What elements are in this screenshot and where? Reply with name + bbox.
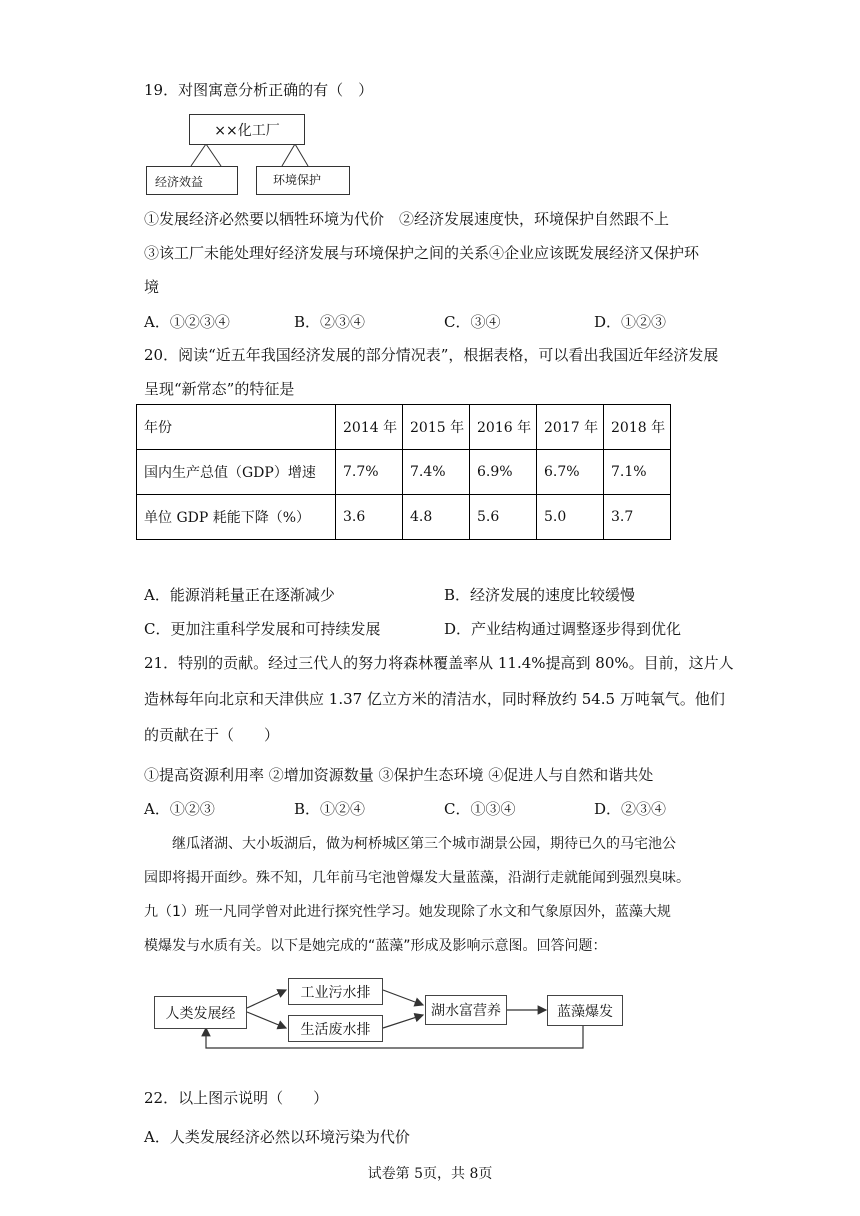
- table-cell: 7.4%: [403, 450, 470, 495]
- table-cell: 6.7%: [537, 450, 604, 495]
- table-header-row: [137, 405, 671, 450]
- table-header-cell: 年份: [137, 405, 336, 450]
- q19-choice-c[interactable]: C．③④: [444, 313, 501, 331]
- flow-domestic-wastewater: [288, 1015, 383, 1042]
- q19-option-line: ①发展经济必然要以牺牲环境为代价 ②经济发展速度快，环境保护自然跟不上: [144, 210, 670, 228]
- passage-line: 模爆发与水质有关。以下是她完成的“蓝藻”形成及影响示意图。回答问题：: [144, 938, 607, 954]
- table-header-cell: 2018 年: [604, 405, 671, 450]
- q20-choice-c[interactable]: C．更加注重科学发展和可持续发展: [144, 620, 381, 638]
- table-row: [137, 450, 671, 495]
- q21-stem: 的贡献在于（ ）: [144, 726, 280, 744]
- q19-option-line: 境: [144, 278, 160, 296]
- flow-industrial-sewage-label: 工业污水排: [300, 984, 371, 1001]
- table-cell: 国内生产总值（GDP）增速: [137, 450, 336, 495]
- table-cell: 7.1%: [604, 450, 671, 495]
- environment-label: 环境保护: [273, 173, 322, 187]
- q20-choice-b[interactable]: B．经济发展的速度比较缓慢: [444, 586, 636, 604]
- q21-choice-c[interactable]: C．①③④: [444, 800, 516, 818]
- passage-line: 九（1）班一凡同学曾对此进行探究性学习。她发现除了水文和气象原因外，蓝藻大规: [144, 904, 671, 920]
- q20-choice-a[interactable]: A．能源消耗量正在逐渐减少: [144, 586, 335, 604]
- table-cell: 5.0: [537, 495, 604, 540]
- flow-human-economy-label: 人类发展经: [165, 1005, 236, 1022]
- q21-options: ①提高资源利用率 ②增加资源数量 ③保护生态环境 ④促进人与自然和谐共处: [144, 766, 654, 784]
- q19-option-line: ③该工厂未能处理好经济发展与环境保护之间的关系④企业应该既发展经济又保护环: [144, 244, 700, 262]
- q21-stem: 造林每年向北京和天津供应 1.37 亿立方米的清洁水，同时释放约 54.5 万吨氧气。他们: [144, 690, 725, 708]
- flow-eutrophication-label: 湖水富营养: [431, 1003, 501, 1019]
- flow-industrial-sewage: [288, 978, 383, 1005]
- economic-benefit-box: [146, 166, 238, 195]
- economy-table: [136, 404, 671, 540]
- environment-box: [256, 166, 350, 195]
- q20-stem: 呈现“新常态”的特征是: [144, 380, 295, 398]
- flow-domestic-wastewater-label: 生活废水排: [300, 1021, 371, 1038]
- q21-choice-a[interactable]: A．①②③: [144, 800, 215, 818]
- q19-stem: 19．对图寓意分析正确的有（ ）: [144, 81, 374, 99]
- q20-stem: 20．阅读“近五年我国经济发展的部分情况表”，根据表格，可以看出我国近年经济发展: [144, 346, 719, 364]
- factory-label: ××化工厂: [214, 122, 280, 139]
- table-header-cell: 2017 年: [537, 405, 604, 450]
- table-cell: 单位 GDP 耗能下降（%）: [137, 495, 336, 540]
- factory-box: [189, 114, 305, 145]
- table-cell: 3.7: [604, 495, 671, 540]
- table-header-cell: 2016 年: [470, 405, 537, 450]
- passage-line: 园即将揭开面纱。殊不知，几年前马宅池曾爆发大量蓝藻，沿湖行走就能闻到强烈臭味。: [144, 870, 690, 886]
- economic-benefit-label: 经济效益: [155, 175, 204, 189]
- q21-choice-b[interactable]: B．①②④: [294, 800, 366, 818]
- q21-stem: 21．特别的贡献。经过三代人的努力将森林覆盖率从 11.4%提高到 80%。目前，这片人: [144, 654, 734, 672]
- q22-choice-a[interactable]: A．人类发展经济必然以环境污染为代价: [144, 1128, 410, 1146]
- table-header-cell: 2014 年: [336, 405, 403, 450]
- flow-eutrophication: [425, 995, 507, 1025]
- passage-line: 继瓜渚湖、大小坂湖后，做为柯桥城区第三个城市湖景公园，期待已久的马宅池公: [172, 836, 676, 852]
- q19-choice-a[interactable]: A．①②③④: [144, 313, 230, 331]
- flow-algae-bloom-label: 蓝藻爆发: [557, 1003, 613, 1020]
- table-cell: 7.7%: [336, 450, 403, 495]
- table-cell: 5.6: [470, 495, 537, 540]
- q20-choice-d[interactable]: D．产业结构通过调整逐步得到优化: [444, 620, 682, 638]
- q19-choice-b[interactable]: B．②③④: [294, 313, 366, 331]
- table-header-cell: 2015 年: [403, 405, 470, 450]
- q21-choice-d[interactable]: D．②③④: [594, 800, 667, 818]
- q22-stem: 22．以上图示说明（ ）: [144, 1089, 329, 1107]
- table-cell: 6.9%: [470, 450, 537, 495]
- flow-algae-bloom: [547, 995, 623, 1026]
- table-cell: 3.6: [336, 495, 403, 540]
- table-row: [137, 495, 671, 540]
- q19-choice-d[interactable]: D．①②③: [594, 313, 667, 331]
- page-footer: 试卷第 5页，共 8页: [367, 1166, 493, 1182]
- table-cell: 4.8: [403, 495, 470, 540]
- flow-human-economy: [154, 996, 247, 1029]
